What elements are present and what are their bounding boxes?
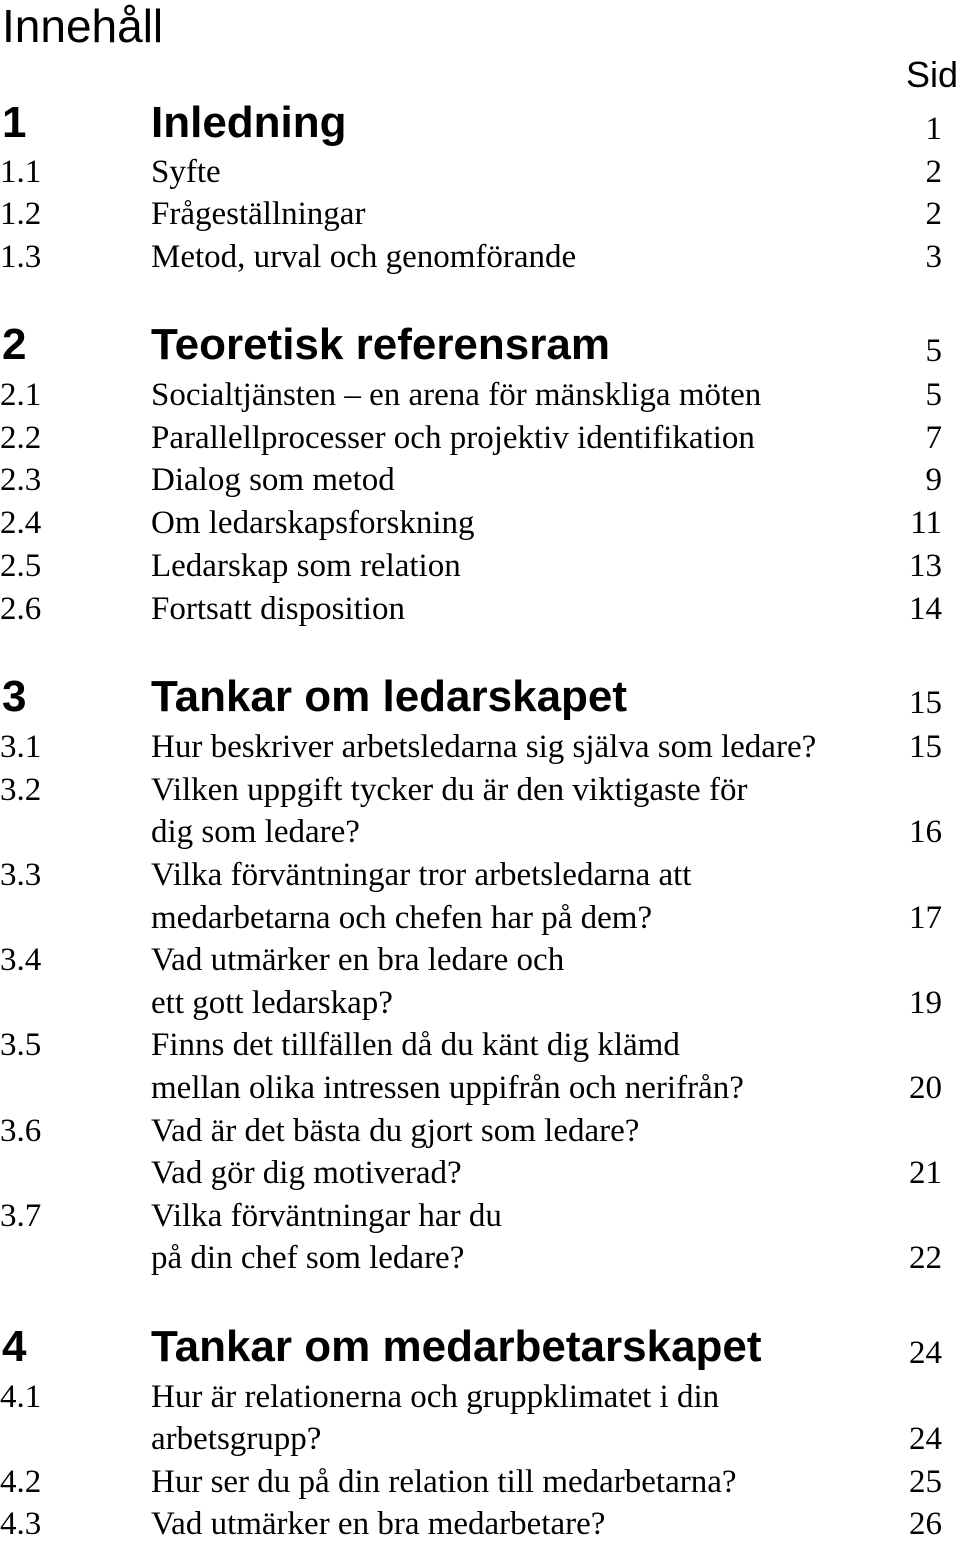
toc-entry-title: Socialtjänsten – en arena för mänskliga möten bbox=[151, 377, 762, 413]
toc-entry-number: 3.6 bbox=[0, 1113, 42, 1149]
toc-section-row bbox=[0, 545, 960, 588]
toc-entry-number: 2 bbox=[2, 320, 27, 369]
toc-entry-number: 2.4 bbox=[0, 505, 42, 541]
toc-entry-title: mellan olika intressen uppifrån och nerifrån? bbox=[151, 1070, 744, 1106]
toc-entry-page: 7 bbox=[925, 420, 942, 456]
toc-chapter-row bbox=[0, 1322, 960, 1372]
toc-entry-number: 2.1 bbox=[0, 377, 42, 413]
toc-section-row bbox=[0, 939, 960, 982]
toc-section-row bbox=[0, 417, 960, 460]
toc-entry-page: 20 bbox=[909, 1070, 942, 1106]
toc-entry-page: 2 bbox=[925, 196, 942, 232]
toc-entry-page: 5 bbox=[925, 377, 942, 413]
toc-entry-number: 4.3 bbox=[0, 1506, 42, 1542]
toc-entry-number: 3.7 bbox=[0, 1198, 42, 1234]
toc-entry-title: Vilken uppgift tycker du är den viktigaste för bbox=[151, 772, 748, 808]
toc-section-row bbox=[0, 1376, 960, 1419]
toc-section-row bbox=[0, 1067, 960, 1110]
toc-entry-title: Vilka förväntningar tror arbetsledarna att bbox=[151, 857, 692, 893]
toc-entry-title: Vad utmärker en bra ledare och bbox=[151, 942, 565, 978]
toc-section-row bbox=[0, 1110, 960, 1153]
toc-entry-number: 4.2 bbox=[0, 1464, 42, 1500]
toc-entry-number: 1.1 bbox=[0, 154, 42, 190]
toc-entry-title: ett gott ledarskap? bbox=[151, 985, 393, 1021]
toc-entry-number: 3 bbox=[2, 672, 27, 721]
toc-entry-page: 19 bbox=[909, 985, 942, 1021]
toc-section-row bbox=[0, 1024, 960, 1067]
toc-section-row bbox=[0, 374, 960, 417]
toc-entry-title: medarbetarna och chefen har på dem? bbox=[151, 900, 653, 936]
toc-entry-title: Tankar om medarbetarskapet bbox=[151, 1322, 762, 1371]
toc-entry-title: Vad utmärker en bra medarbetare? bbox=[151, 1506, 606, 1542]
toc-entry-title: dig som ledare? bbox=[151, 814, 360, 850]
toc-entry-title: Tankar om ledarskapet bbox=[151, 672, 628, 721]
toc-section-row bbox=[0, 1152, 960, 1195]
toc-section-row bbox=[0, 588, 960, 631]
toc-entry-page: 3 bbox=[925, 239, 942, 275]
toc-section-row bbox=[0, 459, 960, 502]
toc-chapter-row bbox=[0, 320, 960, 370]
toc-entry-page: 1 bbox=[925, 111, 942, 147]
toc-entry-title: Hur ser du på din relation till medarbetarna? bbox=[151, 1464, 737, 1500]
toc-entry-number: 1.3 bbox=[0, 239, 42, 275]
toc-title: Innehåll bbox=[2, 0, 164, 52]
toc-entry-number: 2.2 bbox=[0, 420, 42, 456]
toc-entry-title: Teoretisk referensram bbox=[151, 320, 610, 369]
toc-entry-page: 24 bbox=[909, 1421, 942, 1457]
toc-entry-page: 11 bbox=[910, 505, 942, 541]
toc-chapter-row bbox=[0, 672, 960, 722]
toc-entry-title: Inledning bbox=[151, 98, 347, 147]
toc-entry-number: 1 bbox=[2, 98, 27, 147]
toc-section-row bbox=[0, 854, 960, 897]
toc-section-row bbox=[0, 982, 960, 1025]
toc-section-row bbox=[0, 1503, 960, 1546]
page-column-header: Sid bbox=[906, 54, 959, 95]
toc-entry-number: 2.6 bbox=[0, 591, 42, 627]
toc-entry-title: Syfte bbox=[151, 154, 221, 190]
toc-entry-title: Vad är det bästa du gjort som ledare? bbox=[151, 1113, 640, 1149]
toc-chapter-row bbox=[0, 98, 960, 148]
toc-section-row bbox=[0, 897, 960, 940]
toc-entry-page: 5 bbox=[925, 333, 942, 369]
toc-entry-title: Fortsatt disposition bbox=[151, 591, 405, 627]
toc-entry-number: 4.1 bbox=[0, 1379, 42, 1415]
toc-entry-number: 3.5 bbox=[0, 1027, 42, 1063]
toc-section-row bbox=[0, 1195, 960, 1238]
toc-entry-page: 2 bbox=[925, 154, 942, 190]
toc-section-row bbox=[0, 193, 960, 236]
toc-section-row bbox=[0, 726, 960, 769]
toc-entry-title: Hur beskriver arbetsledarna sig själva som ledare? bbox=[151, 729, 817, 765]
toc-section-row bbox=[0, 811, 960, 854]
toc-entry-number: 4 bbox=[2, 1322, 27, 1371]
toc-entry-page: 26 bbox=[909, 1506, 942, 1542]
toc-entry-number: 3.1 bbox=[0, 729, 42, 765]
toc-entry-title: Dialog som metod bbox=[151, 462, 395, 498]
toc-entry-title: Vilka förväntningar har du bbox=[151, 1198, 502, 1234]
toc-entry-page: 9 bbox=[925, 462, 942, 498]
toc-entry-page: 25 bbox=[909, 1464, 942, 1500]
toc-entry-title: Frågeställningar bbox=[151, 196, 366, 232]
toc-entry-title: Ledarskap som relation bbox=[151, 548, 461, 584]
toc-entry-page: 15 bbox=[909, 729, 942, 765]
toc-section-row bbox=[0, 151, 960, 194]
toc-entry-number: 1.2 bbox=[0, 196, 42, 232]
toc-entry-number: 2.3 bbox=[0, 462, 42, 498]
toc-entry-page: 24 bbox=[909, 1335, 942, 1371]
toc-entry-title: Om ledarskapsforskning bbox=[151, 505, 475, 541]
toc-entry-page: 22 bbox=[909, 1240, 942, 1276]
toc-entry-page: 13 bbox=[909, 548, 942, 584]
toc-section-row bbox=[0, 1237, 960, 1280]
toc-entry-page: 15 bbox=[909, 685, 942, 721]
toc-entry-title: Vad gör dig motiverad? bbox=[151, 1155, 462, 1191]
toc-entry-number: 3.3 bbox=[0, 857, 42, 893]
toc-entry-page: 16 bbox=[909, 814, 942, 850]
toc-section-row bbox=[0, 1461, 960, 1504]
toc-entry-page: 17 bbox=[909, 900, 942, 936]
toc-entry-number: 3.2 bbox=[0, 772, 42, 808]
toc-section-row bbox=[0, 769, 960, 812]
toc-entry-title: på din chef som ledare? bbox=[151, 1240, 465, 1276]
toc-entry-title: arbetsgrupp? bbox=[151, 1421, 322, 1457]
toc-section-row bbox=[0, 1418, 960, 1461]
toc-section-row bbox=[0, 236, 960, 279]
toc-entry-title: Hur är relationerna och gruppklimatet i din bbox=[151, 1379, 720, 1415]
toc-entry-title: Metod, urval och genomförande bbox=[151, 239, 577, 275]
toc-section-row bbox=[0, 502, 960, 545]
toc-entry-number: 2.5 bbox=[0, 548, 42, 584]
toc-entry-page: 14 bbox=[909, 591, 942, 627]
toc-entry-title: Finns det tillfällen då du känt dig klämd bbox=[151, 1027, 680, 1063]
toc-entry-number: 3.4 bbox=[0, 942, 42, 978]
toc-entry-title: Parallellprocesser och projektiv identifikation bbox=[151, 420, 755, 456]
toc-entry-page: 21 bbox=[909, 1155, 942, 1191]
